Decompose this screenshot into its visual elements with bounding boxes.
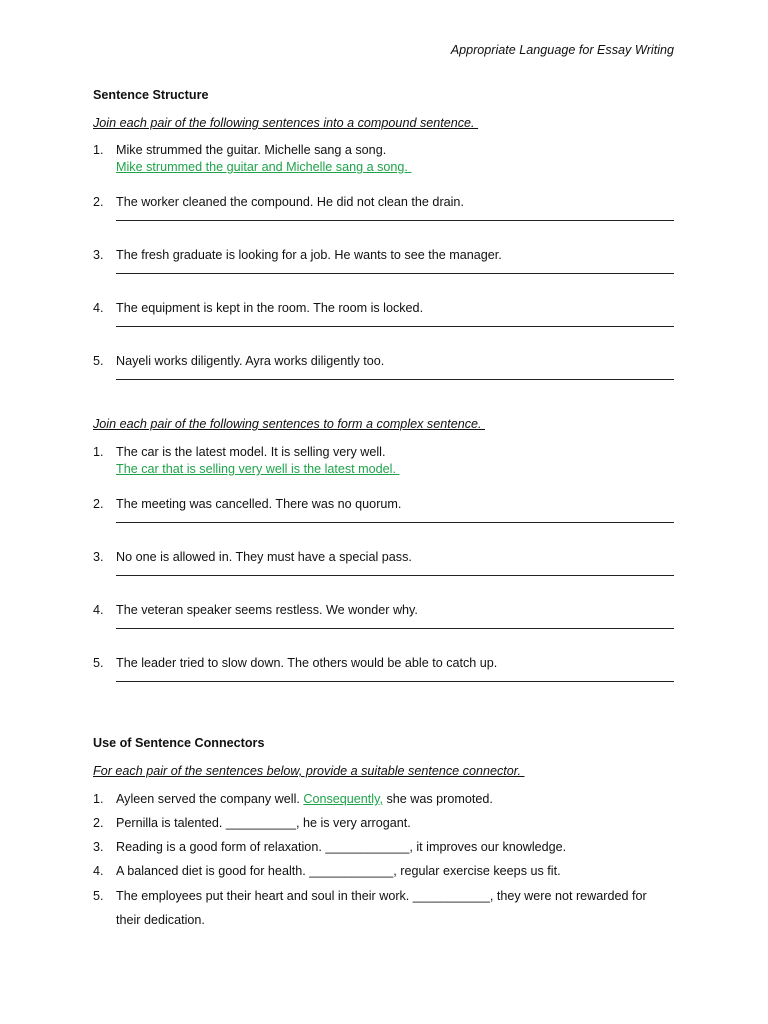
item-number: 1.: [93, 792, 104, 806]
connector-sentence: [116, 787, 674, 811]
connector-answer: Consequently,: [303, 792, 383, 806]
item-number: 1.: [93, 143, 104, 157]
connector-sentence: A balanced diet is good for health. ____________, regular exercise keeps us fit.: [116, 864, 561, 878]
item-number: 5.: [93, 354, 104, 368]
instruction-connectors: For each pair of the sentences below, provide a suitable sentence connector.: [93, 764, 525, 778]
connector-sentence: Reading is a good form of relaxation. ____________, it improves our knowledge.: [116, 840, 567, 854]
sentence-part: Ayleen served the company well.: [116, 792, 304, 806]
item-prompt: The veteran speaker seems restless. We wonder why.: [116, 603, 418, 617]
instruction-compound: Join each pair of the following sentences into a compound sentence.: [93, 116, 479, 130]
item-prompt: Nayeli works diligently. Ayra works diligently too.: [116, 354, 385, 368]
item-number: 2.: [93, 816, 104, 830]
answer-line[interactable]: [116, 326, 674, 327]
item-prompt: No one is allowed in. They must have a special pass.: [116, 550, 412, 564]
item-number: 4.: [93, 301, 104, 315]
item-number: 1.: [93, 445, 104, 459]
answer-line[interactable]: [116, 522, 674, 523]
item-answer: The car that is selling very well is the latest model.: [116, 462, 400, 476]
answer-line[interactable]: [116, 628, 674, 629]
item-number: 4.: [93, 603, 104, 617]
item-prompt: The worker cleaned the compound. He did not clean the drain.: [116, 195, 464, 209]
item-answer: Mike strummed the guitar and Michelle sang a song.: [116, 160, 412, 174]
item-number: 2.: [93, 195, 104, 209]
answer-line[interactable]: [116, 273, 674, 274]
item-number: 2.: [93, 497, 104, 511]
item-prompt: The leader tried to slow down. The others would be able to catch up.: [116, 656, 498, 670]
item-prompt: The car is the latest model. It is selling very well.: [116, 445, 386, 459]
connector-sentence: The employees put their heart and soul in their work. ___________, they were not rewarded for their dedication.: [116, 889, 647, 927]
item-prompt: The fresh graduate is looking for a job. He wants to see the manager.: [116, 248, 502, 262]
item-prompt: The meeting was cancelled. There was no quorum.: [116, 497, 402, 511]
item-number: 5.: [93, 889, 104, 903]
answer-line[interactable]: [116, 681, 674, 682]
connector-sentence: Pernilla is talented. __________, he is very arrogant.: [116, 816, 411, 830]
instruction-complex: Join each pair of the following sentences to form a complex sentence.: [93, 417, 486, 431]
answer-line[interactable]: [116, 220, 674, 221]
item-number: 3.: [93, 840, 104, 854]
section-heading-sentence-connectors: Use of Sentence Connectors: [93, 736, 265, 750]
item-number: 3.: [93, 248, 104, 262]
item-prompt: Mike strummed the guitar. Michelle sang a song.: [116, 143, 387, 157]
answer-line[interactable]: [116, 379, 674, 380]
answer-line[interactable]: [116, 575, 674, 576]
item-number: 5.: [93, 656, 104, 670]
document-header-title: Appropriate Language for Essay Writing: [450, 43, 674, 57]
sentence-part: she was promoted.: [382, 792, 493, 806]
item-number: 4.: [93, 864, 104, 878]
item-prompt: The equipment is kept in the room. The room is locked.: [116, 301, 424, 315]
item-number: 3.: [93, 550, 104, 564]
section-heading-sentence-structure: Sentence Structure: [93, 88, 209, 102]
